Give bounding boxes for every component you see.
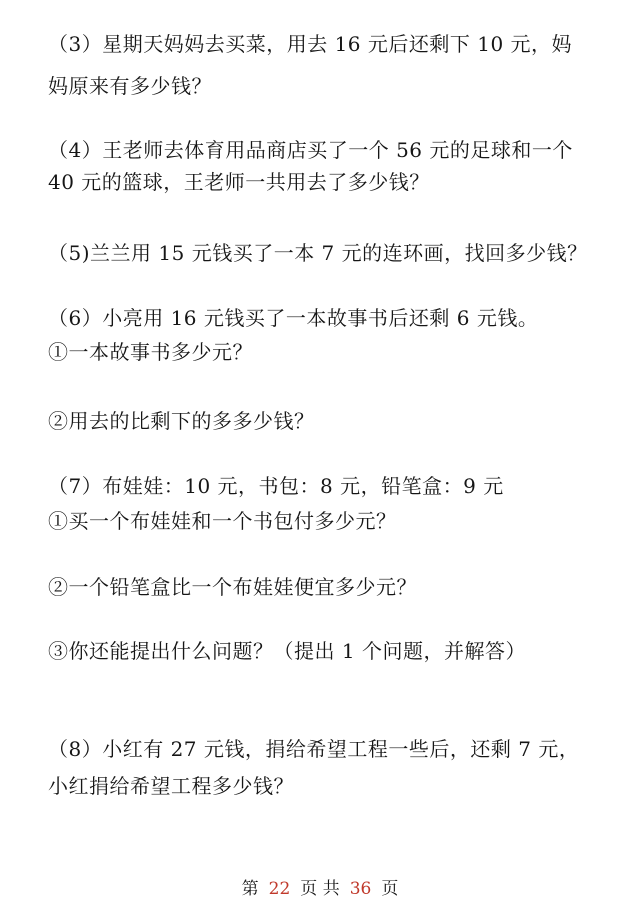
problem-3-line-1: （3）星期天妈妈去买菜，用去 16 元后还剩下 10 元，妈 [48, 32, 573, 56]
problem-4-line-2: 40 元的篮球，王老师一共用去了多少钱？ [48, 170, 430, 194]
total-page-count: 36 [349, 879, 372, 899]
footer-prefix: 第 [241, 879, 259, 899]
problem-7-question-2: ②一个铅笔盒比一个布娃娃便宜多少元？ [48, 575, 417, 599]
footer-suffix: 页 [381, 879, 399, 899]
current-page-number: 22 [268, 879, 291, 899]
problem-8-line-1: （8）小红有 27 元钱，捐给希望工程一些后，还剩 7 元， [48, 737, 580, 761]
problem-6-question-1: ①一本故事书多少元？ [48, 340, 253, 364]
footer-middle: 页 共 [300, 879, 340, 899]
problem-3-line-2: 妈原来有多少钱？ [48, 74, 212, 98]
problem-6-line-1: （6）小亮用 16 元钱买了一本故事书后还剩 6 元钱。 [48, 306, 539, 330]
page-footer [0, 877, 640, 901]
problem-7-line-1: （7）布娃娃：10 元，书包：8 元，铅笔盒：9 元 [48, 474, 504, 498]
problem-7-question-1: ①买一个布娃娃和一个书包付多少元？ [48, 509, 397, 533]
problem-6-question-2: ②用去的比剩下的多多少钱？ [48, 409, 315, 433]
problem-8-line-2: 小红捐给希望工程多少钱？ [48, 774, 294, 798]
problem-5-line-1: （5)兰兰用 15 元钱买了一本 7 元的连环画，找回多少钱？ [48, 241, 588, 265]
problem-7-question-3: ③你还能提出什么问题？（提出 1 个问题，并解答） [48, 639, 526, 663]
problem-4-line-1: （4）王老师去体育用品商店买了一个 56 元的足球和一个 [48, 138, 573, 162]
